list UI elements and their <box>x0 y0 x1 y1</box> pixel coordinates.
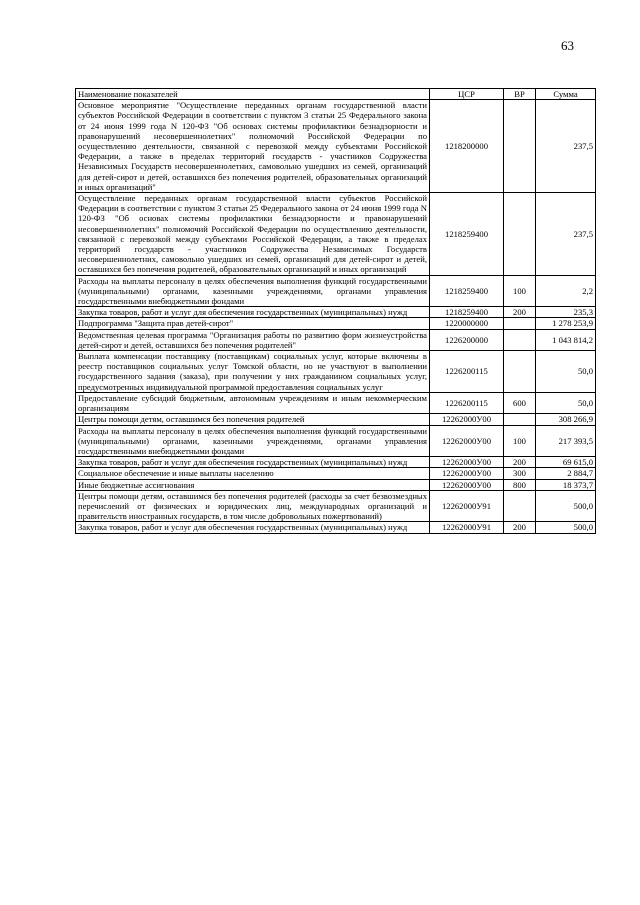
budget-table <box>75 88 596 534</box>
row-name: Центры помощи детям, оставшимся без попечения родителей (расходы за счет безвозмездных перечислений от физических и юридических лиц, международных организаций и правительств иностранных государств, в том числе добровольных пожертвований) <box>76 490 430 522</box>
table-row <box>76 307 596 318</box>
header-sum: Сумма <box>536 89 596 100</box>
table-row <box>76 522 596 533</box>
row-sum: 50,0 <box>536 351 596 393</box>
row-sum: 50,0 <box>536 392 596 413</box>
row-sum: 2,2 <box>536 275 596 307</box>
table-row <box>76 351 596 393</box>
row-name: Расходы на выплаты персоналу в целях обеспечения выполнения функций государственными (муниципальными) органами, казенными учреждениями, органами управления государственными внебюджетными фондами <box>76 275 430 307</box>
row-csr: 12262000У00 <box>430 425 504 457</box>
table-row <box>76 425 596 457</box>
row-vr: 100 <box>504 425 536 457</box>
row-name: Основное мероприятие "Осуществление переданных органам государственной власти субъектов Российской Федерации в соответствии с пунктом 3 статьи 25 Федерального закона от 24 июня 1999 года N 120-ФЗ "Об основах системы профилактики безнадзорности и правонарушений несовершеннолетних" полномочий Российской Федерации по осуществлению деятельности, связанной с перевозкой между субъектами Российской Федерации, а также в пределах территорий государств - участников Содружества Независимых Государств несовершеннолетних, самовольно ушедших из семей, организаций для детей-сирот и детей, оставшихся без попечения родителей, образовательных организаций и иных организаций" <box>76 100 430 193</box>
row-name: Ведомственная целевая программа "Организация работы по развитию форм жизнеустройства детей-сирот и детей, оставшихся без попечения родителей" <box>76 329 430 350</box>
row-vr: 200 <box>504 457 536 468</box>
row-name: Закупка товаров, работ и услуг для обеспечения государственных (муниципальных) нужд <box>76 522 430 533</box>
row-vr <box>504 414 536 425</box>
row-name: Выплата компенсации поставщику (поставщикам) социальных услуг, которые включены в реестр поставщиков социальных услуг Томской области, но не участвуют в выполнении государственного задания (заказа), при получении у них гражданином социальных услуг, предусмотренных индивидуальной программой предоставления социальных услуг <box>76 351 430 393</box>
row-name: Социальное обеспечение и иные выплаты населению <box>76 468 430 479</box>
row-sum: 1 043 814,2 <box>536 329 596 350</box>
row-vr: 100 <box>504 275 536 307</box>
table-row <box>76 490 596 522</box>
header-name: Наименование показателей <box>76 89 430 100</box>
row-vr <box>504 329 536 350</box>
row-sum: 500,0 <box>536 490 596 522</box>
row-csr: 12262000У00 <box>430 457 504 468</box>
row-name: Закупка товаров, работ и услуг для обеспечения государственных (муниципальных) нужд <box>76 307 430 318</box>
table-header-row <box>76 89 596 100</box>
table-row <box>76 457 596 468</box>
row-csr: 1220000000 <box>430 318 504 329</box>
row-vr: 800 <box>504 479 536 490</box>
header-vr: ВР <box>504 89 536 100</box>
row-sum: 2 884,7 <box>536 468 596 479</box>
row-csr: 12262000У00 <box>430 414 504 425</box>
row-vr <box>504 490 536 522</box>
row-name: Осуществление переданных органам государственной власти субъектов Российской Федерации в соответствии с пунктом 3 статьи 25 Федерального закона от 24 июня 1999 года N 120-ФЗ "Об основах системы профилактики безнадзорности и правонарушений несовершеннолетних" полномочий Российской Федерации по осуществлению деятельности, связанной с перевозкой между субъектами Российской Федерации, а также в пределах территорий государств - участников Содружества Независимых Государств несовершеннолетних, самовольно ушедших из семей, организаций для детей-сирот и детей, оставшихся без попечения родителей, образовательных организаций и иных организаций <box>76 193 430 276</box>
row-csr: 1218259400 <box>430 307 504 318</box>
row-sum: 237,5 <box>536 193 596 276</box>
table-row <box>76 468 596 479</box>
row-sum: 237,5 <box>536 100 596 193</box>
table-row <box>76 392 596 413</box>
table-row <box>76 193 596 276</box>
row-sum: 500,0 <box>536 522 596 533</box>
row-name: Иные бюджетные ассигнования <box>76 479 430 490</box>
row-sum: 18 373,7 <box>536 479 596 490</box>
row-vr <box>504 351 536 393</box>
row-vr <box>504 100 536 193</box>
table-row <box>76 414 596 425</box>
table-row <box>76 275 596 307</box>
row-sum: 217 393,5 <box>536 425 596 457</box>
row-sum: 1 278 253,9 <box>536 318 596 329</box>
row-csr: 1218259400 <box>430 193 504 276</box>
row-csr: 12262000У00 <box>430 468 504 479</box>
row-vr: 600 <box>504 392 536 413</box>
row-vr: 200 <box>504 522 536 533</box>
row-vr <box>504 318 536 329</box>
page-number: 63 <box>561 38 574 53</box>
row-vr: 300 <box>504 468 536 479</box>
table-row <box>76 329 596 350</box>
row-csr: 1226200115 <box>430 351 504 393</box>
header-csr: ЦСР <box>430 89 504 100</box>
table-row <box>76 100 596 193</box>
row-name: Центры помощи детям, оставшимся без попечения родителей <box>76 414 430 425</box>
row-sum: 235,3 <box>536 307 596 318</box>
row-csr: 12262000У00 <box>430 479 504 490</box>
row-csr: 1218259400 <box>430 275 504 307</box>
table-row <box>76 479 596 490</box>
row-csr: 1226200000 <box>430 329 504 350</box>
row-csr: 12262000У91 <box>430 490 504 522</box>
row-name: Предоставление субсидий бюджетным, автономным учреждениям и иным некоммерческим организациям <box>76 392 430 413</box>
row-vr: 200 <box>504 307 536 318</box>
row-sum: 308 266,9 <box>536 414 596 425</box>
row-csr: 1218200000 <box>430 100 504 193</box>
row-name: Расходы на выплаты персоналу в целях обеспечения выполнения функций государственными (муниципальными) органами, казенными учреждениями, органами управления государственными внебюджетными фондами <box>76 425 430 457</box>
row-csr: 12262000У91 <box>430 522 504 533</box>
row-name: Подпрограмма "Защита прав детей-сирот" <box>76 318 430 329</box>
row-name: Закупка товаров, работ и услуг для обеспечения государственных (муниципальных) нужд <box>76 457 430 468</box>
row-vr <box>504 193 536 276</box>
row-csr: 1226200115 <box>430 392 504 413</box>
row-sum: 69 615,0 <box>536 457 596 468</box>
table-row <box>76 318 596 329</box>
